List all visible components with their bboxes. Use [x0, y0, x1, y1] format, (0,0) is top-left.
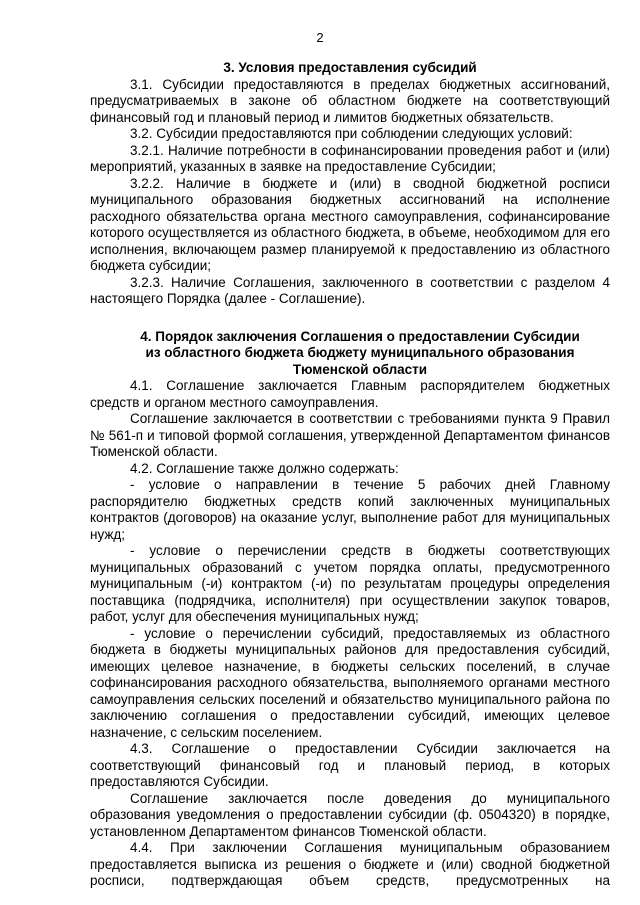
condition-item: - условие о направлении в течение 5 рабочих дней Главному распорядителю бюджетных средств копий заключенных муниципальных контрактов (договоров) на оказание услуг, выполнение работ для муниципальных нужд; [90, 477, 610, 542]
condition-item: - условие о перечислении средств в бюджеты соответствующих муниципальных образований с учетом порядка оплаты, предусмотренного муниципальным (-и) контрактом (-и) по результатам процедуры определения поставщика (подрядчика, исполнителя) при осуществлении закупок товаров, работ, услуг для обеспечения муниципальных нужд; [90, 543, 610, 624]
paragraph-4-2: 4.2. Соглашение также должно содержать: [130, 460, 399, 476]
paragraph-3-2-3: 3.2.3. Наличие Соглашения, заключенного в соответствии с разделом 4 настоящего Порядка (далее - Соглашение). [90, 274, 610, 306]
document-body [90, 60, 610, 890]
paragraph-4-3-agreement: Соглашение заключается после доведения до муниципального образования уведомления о предоставлении субсидии (ф. 0504320) в порядке, установленном Департаментом финансов Тюменской области. [90, 790, 610, 839]
section-4-title [90, 329, 610, 379]
paragraph-4-1: 4.1. Соглашение заключается Главным распорядителем бюджетных средств и органом местного самоуправления. [90, 378, 610, 410]
condition-item: - условие о перечислении субсидий, предоставляемых из областного бюджета в бюджеты муниципальных районов для предоставления субсидий, имеющих целевое назначение, в бюджеты сельских поселений, в случае софинансирования расходного обязательства, выполняемого органами местного самоуправления сельских поселений и обязательство муниципального района по заключению соглашения о предоставлении субсидий, имеющих целевое назначение, с сельским поселением. [90, 625, 610, 740]
paragraph-3-2-1: 3.2.1. Наличие потребности в софинансировании проведения работ и (или) мероприятий, указанных в заявке на предоставление Субсидии; [90, 142, 610, 174]
paragraph-4-1-agreement: Соглашение заключается в соответствии с требованиями пункта 9 Правил № 561-п и типовой формой соглашения, утвержденной Департаментом финансов Тюменской области. [90, 411, 610, 459]
paragraph-3-2: 3.2. Субсидии предоставляются при соблюдении следующих условий: [130, 126, 573, 141]
section-3-title: 3. Условия предоставления субсидий [223, 60, 477, 75]
paragraph-3-1: 3.1. Субсидии предоставляются в пределах бюджетных ассигнований, предусматриваемых в законе об областном бюджете на соответствующий финансовый год и плановый период и лимитов бюджетных обязательств. [90, 76, 610, 125]
page-number: 2 [316, 30, 324, 45]
paragraph-4-4: 4.4. При заключении Соглашения муниципальным образованием предоставляется выписка из решения о бюджете и (или) сводной бюджетной росписи, подтверждающая объем средств, предусмотренных на [90, 840, 610, 888]
section-4-title-line: 4. Порядок заключения Соглашения о предоставлении Субсидии [140, 328, 580, 344]
paragraph-3-2-2: 3.2.2. Наличие в бюджете и (или) в сводной бюджетной росписи муниципального образования бюджетных ассигнований на исполнение расходного обязательства органа местного самоуправления, софинансирование которого осуществляется из областного бюджета, в объеме, необходимом для его исполнения, включающем размер планируемой к предоставлению из областного бюджета субсидии; [90, 175, 610, 273]
paragraph-4-3: 4.3. Соглашение о предоставлении Субсидии заключается на соответствующий финансовый год и плановый период, в которых предоставляются Субсидии. [90, 741, 610, 789]
section-4-title-line: Тюменской области [292, 361, 428, 377]
section-4-title-line: из областного бюджета бюджету муниципального образования [145, 345, 575, 360]
